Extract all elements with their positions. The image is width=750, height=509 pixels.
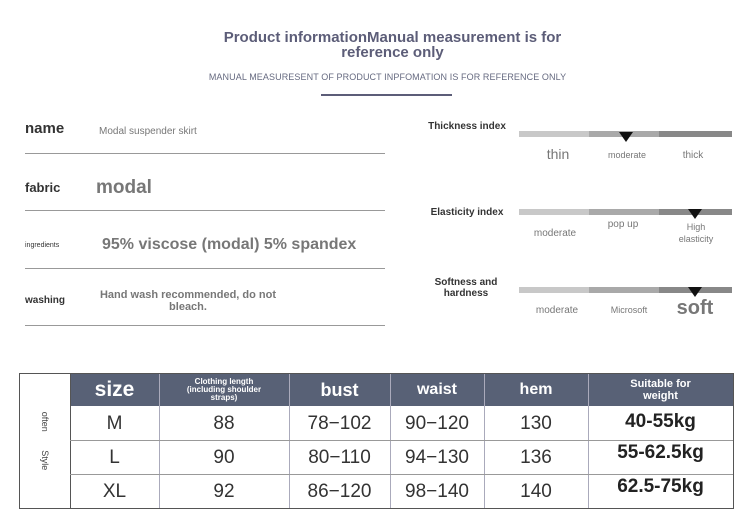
table-cell: 136 [520, 446, 552, 468]
elasticity-option: High elasticity [678, 222, 714, 244]
table-cell: XL [102, 480, 127, 502]
name-label: name [25, 120, 65, 137]
table-cell: 94−130 [405, 446, 469, 468]
table-cell: 90−120 [405, 412, 469, 434]
header-hem: hem [519, 381, 553, 398]
ingredients-value: 95% viscose (modal) 5% spandex [102, 236, 357, 253]
divider [25, 210, 385, 211]
ingredients-label: ingredients [25, 242, 60, 249]
thickness-option: moderate [607, 150, 647, 160]
table-cell: 140 [520, 480, 552, 502]
table-cell: M [106, 412, 123, 434]
style-side-label [20, 374, 70, 508]
side-label-style: Style [40, 450, 51, 471]
softness-bar-segment [519, 287, 589, 293]
page-title: Product informationManual measurement is for reference only [223, 29, 562, 61]
elasticity-marker-icon [688, 209, 702, 219]
softness-title: Softness and hardness [434, 277, 498, 299]
table-cell: 55-62.5kg [617, 441, 704, 463]
page-subtitle: MANUAL MEASURESENT OF PRODUCT INPFOMATION IS FOR REFERENCE ONLY [208, 72, 567, 82]
elasticity-option: pop up [607, 219, 639, 230]
table-cell: 80−110 [308, 446, 371, 468]
header-bust: bust [320, 379, 359, 400]
elasticity-bar-segment [589, 209, 659, 215]
table-header [70, 374, 733, 406]
name-value: Modal suspender skirt [99, 126, 197, 137]
divider [25, 268, 385, 269]
table-cell: 90 [213, 446, 235, 468]
softness-option: moderate [535, 305, 579, 316]
header-size: size [94, 378, 135, 401]
fabric-value: modal [96, 177, 152, 198]
thickness-title: Thickness index [428, 121, 506, 132]
softness-bar-segment [589, 287, 659, 293]
divider [25, 325, 385, 326]
table-cell: 78−102 [307, 412, 372, 434]
table-cell: 62.5-75kg [617, 475, 704, 497]
elasticity-title: Elasticity index [430, 207, 504, 218]
size-table [19, 373, 734, 509]
washing-value: Hand wash recommended, do not bleach. [99, 289, 277, 313]
header-suitable-weight: Suitable for weight [630, 378, 691, 402]
fabric-label: fabric [25, 180, 61, 195]
softness-marker-icon [688, 287, 702, 297]
table-cell: 86−120 [307, 480, 372, 502]
side-label-often: often [40, 411, 51, 432]
thickness-option: thin [546, 146, 570, 162]
elasticity-option: moderate [533, 228, 577, 239]
softness-option: Microsoft [610, 305, 648, 315]
divider [25, 153, 385, 154]
table-cell: 98−140 [405, 480, 469, 502]
table-cell: 92 [213, 480, 235, 502]
thickness-bar-segment [659, 131, 732, 137]
title-underline [321, 94, 452, 96]
thickness-option: thick [682, 150, 704, 161]
table-cell: L [109, 446, 120, 468]
washing-label: washing [25, 295, 66, 306]
elasticity-bar-segment [519, 209, 589, 215]
thickness-marker-icon [619, 132, 633, 142]
table-cell: 88 [213, 412, 235, 434]
softness-option: soft [676, 297, 714, 319]
header-waist: waist [416, 381, 457, 398]
table-cell: 40-55kg [625, 410, 696, 432]
header-clothing-length: Clothing length (including shoulder straps) [186, 377, 262, 402]
thickness-bar-segment [519, 131, 589, 137]
table-cell: 130 [520, 412, 552, 434]
